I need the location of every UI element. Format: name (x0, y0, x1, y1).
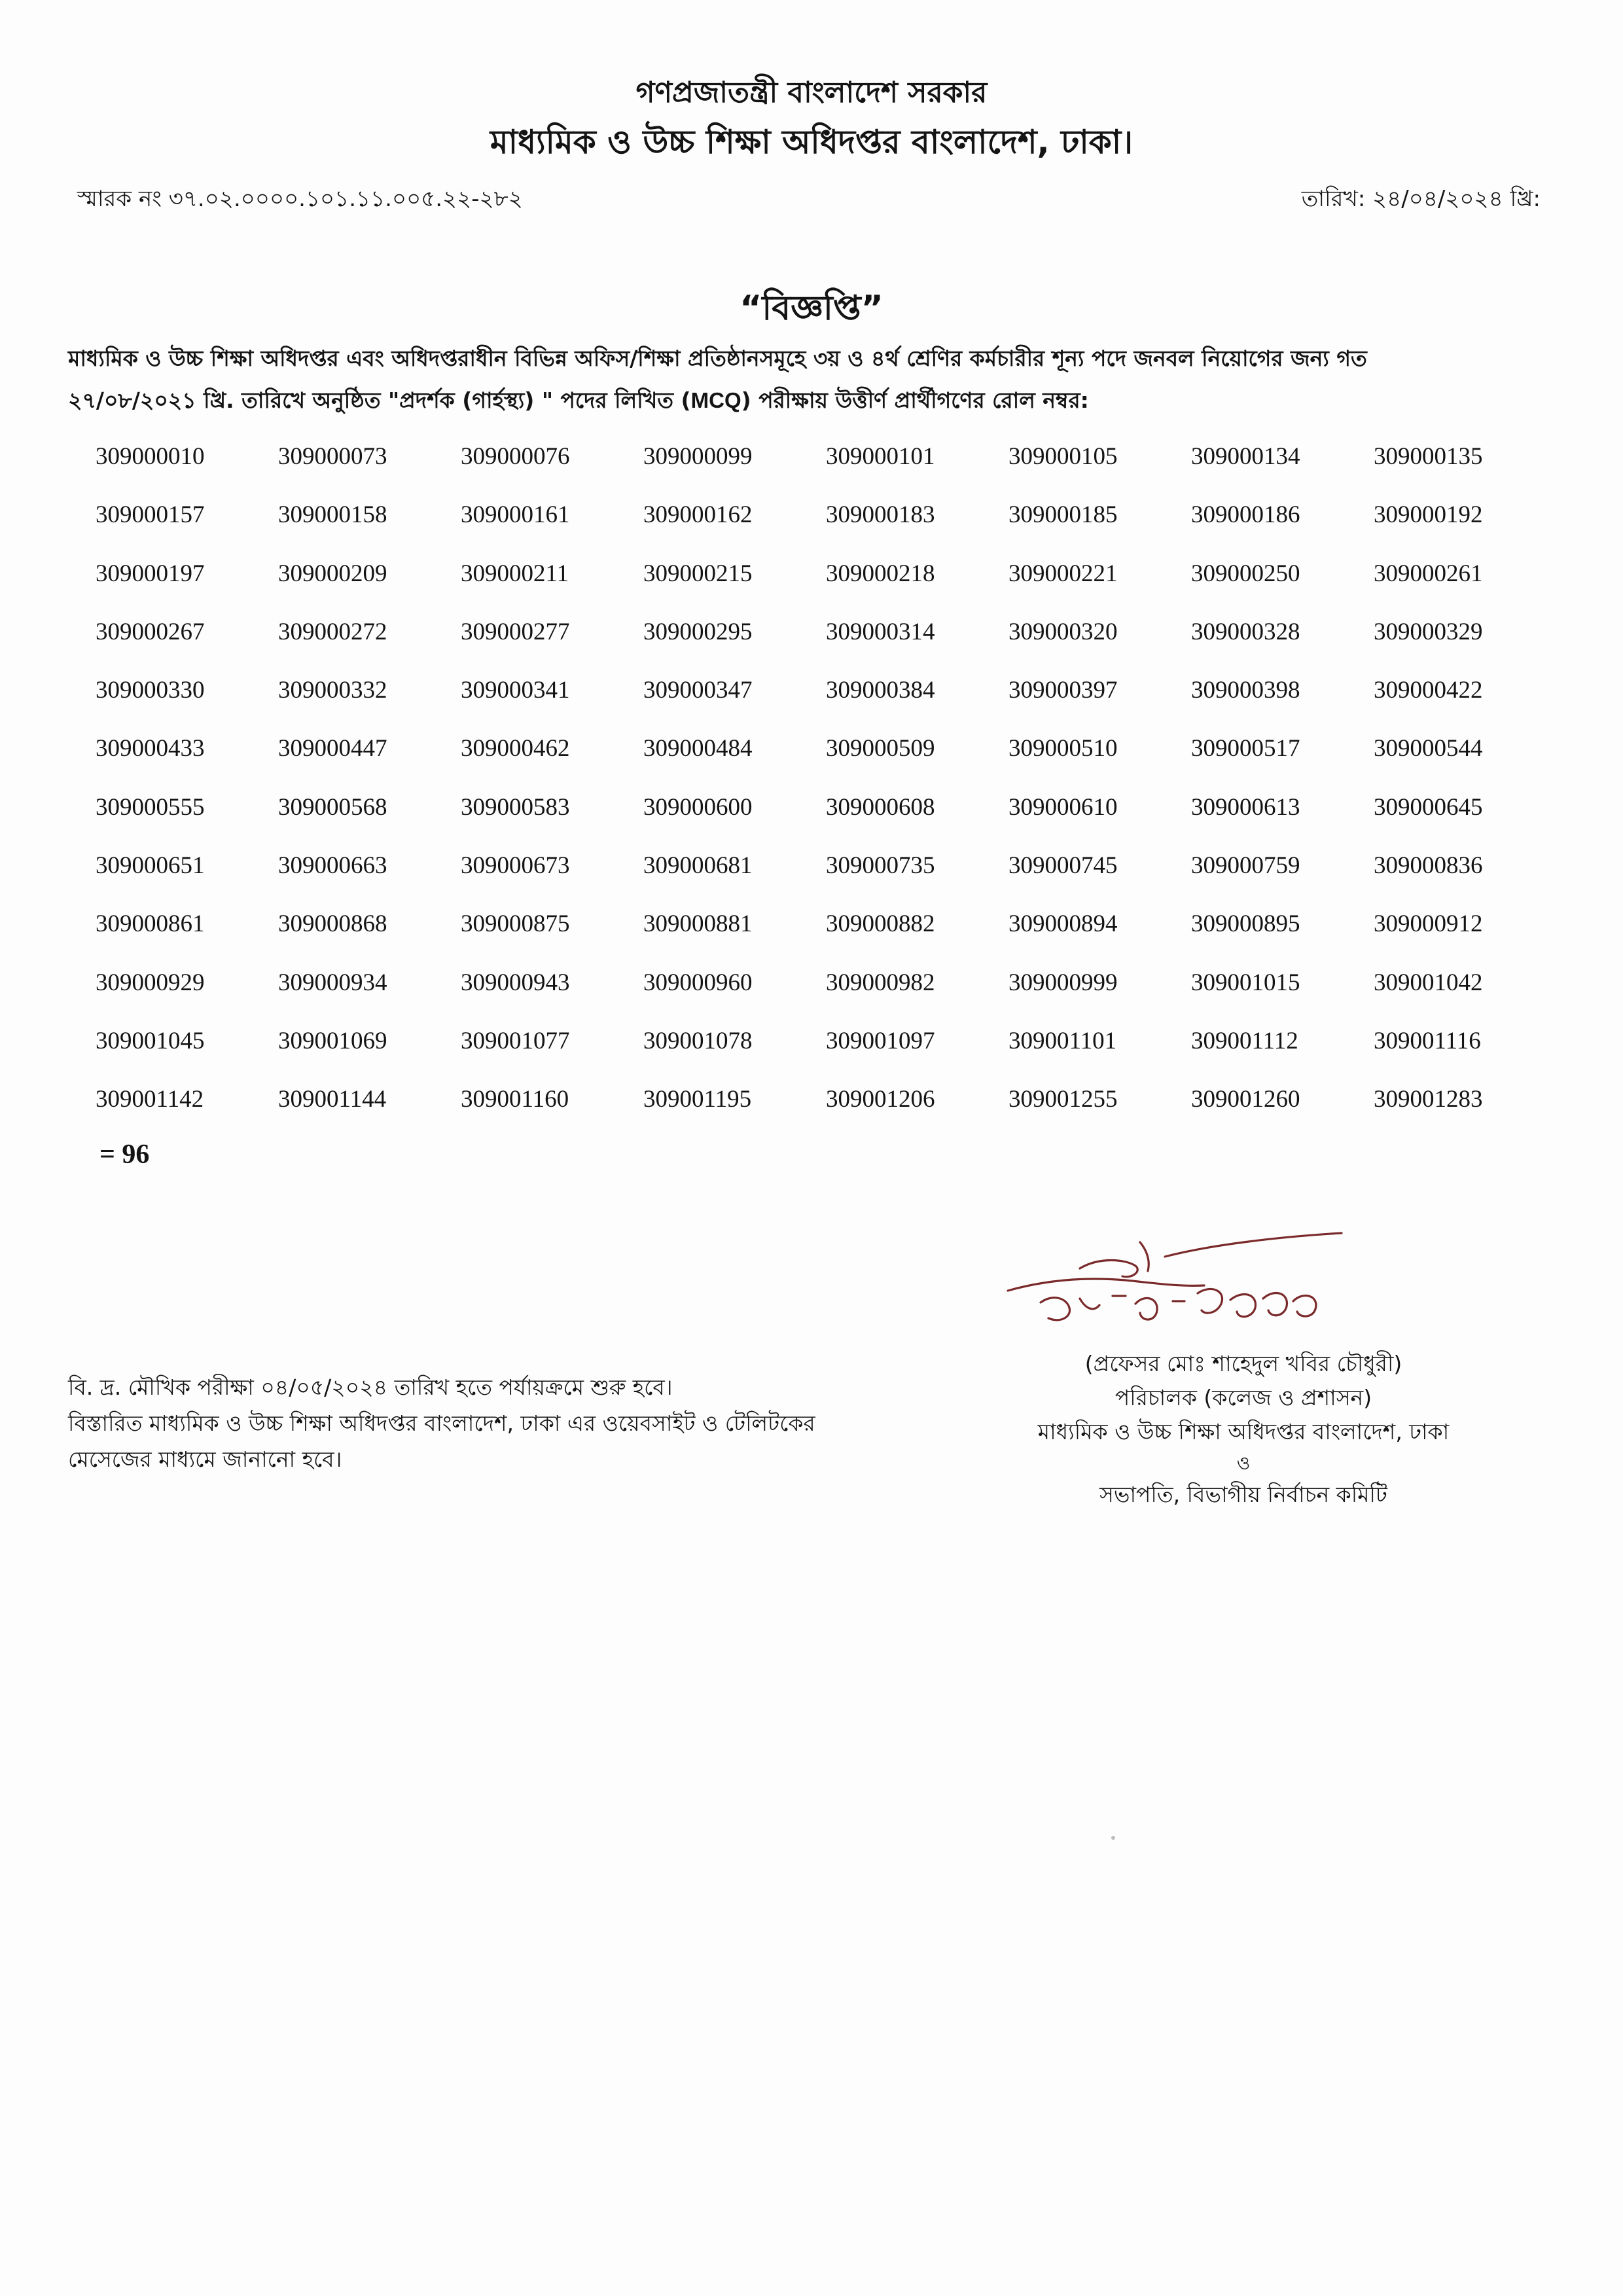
roll-number: 309001101 (1008, 1027, 1117, 1054)
roll-number: 309000673 (461, 852, 570, 880)
roll-number: 309000934 (278, 969, 387, 996)
memo-reference: স্মারক নং ৩৭.০২.০০০০.১০১.১১.০০৫.২২-২৮২ (77, 186, 523, 212)
roll-number: 309000250 (1191, 560, 1300, 587)
roll-number: 309000384 (826, 677, 935, 704)
roll-number: 309001097 (826, 1027, 935, 1054)
directorate-header: মাধ্যমিক ও উচ্চ শিক্ষা অধিদপ্তর বাংলাদেশ, ঢাকা। (490, 123, 1133, 161)
roll-number: 309000875 (461, 910, 570, 938)
roll-number: 309000134 (1191, 443, 1300, 470)
roll-number: 309000895 (1191, 910, 1300, 938)
roll-number: 309000186 (1191, 501, 1300, 529)
footnote-line-1: বি. দ্র. মৌখিক পরীক্ষা ০৪/০৫/২০২৪ তারিখ হতে পর্যায়ক্রমে শুরু হবে। (68, 1374, 673, 1400)
roll-number: 309000330 (96, 677, 205, 704)
roll-number: 309000735 (826, 852, 935, 880)
roll-number: 309000600 (643, 793, 753, 821)
roll-number: 309000010 (96, 443, 205, 470)
handwritten-signature (1001, 1230, 1368, 1335)
roll-number: 309000555 (96, 793, 205, 821)
roll-number: 309000277 (461, 618, 570, 645)
roll-number: 309000510 (1008, 735, 1118, 762)
roll-number: 309000836 (1374, 852, 1483, 880)
roll-number: 309000105 (1008, 443, 1118, 470)
roll-number: 309000101 (826, 443, 935, 470)
roll-number: 309000484 (643, 735, 753, 762)
roll-number: 309000221 (1008, 560, 1118, 587)
footnote (68, 1369, 958, 1477)
roll-number: 309000651 (96, 852, 205, 880)
roll-number: 309000397 (1008, 677, 1118, 704)
roll-number: 309000610 (1008, 793, 1118, 821)
roll-number: 309000929 (96, 969, 205, 996)
total-count: = 96 (99, 1139, 150, 1170)
roll-number: 309000745 (1008, 852, 1118, 880)
roll-number: 309001042 (1374, 969, 1483, 996)
roll-number: 309000183 (826, 501, 935, 529)
roll-number: 309000517 (1191, 735, 1300, 762)
roll-number: 309001078 (643, 1027, 753, 1054)
notice-body (68, 338, 1555, 422)
roll-number: 309001260 (1191, 1086, 1300, 1113)
roll-number: 309000881 (643, 910, 753, 938)
roll-number: 309001142 (96, 1086, 204, 1113)
roll-number: 309001069 (278, 1027, 387, 1054)
roll-number: 309000099 (643, 443, 753, 470)
roll-number: 309000608 (826, 793, 935, 821)
roll-number: 309000759 (1191, 852, 1300, 880)
roll-number: 309000135 (1374, 443, 1483, 470)
roll-number: 309001116 (1374, 1027, 1481, 1054)
roll-number: 309000192 (1374, 501, 1483, 529)
roll-number: 309000861 (96, 910, 205, 938)
roll-number: 309000398 (1191, 677, 1300, 704)
roll-number: 309001255 (1008, 1086, 1118, 1113)
govt-header: গণপ্রজাতন্ত্রী বাংলাদেশ সরকার (635, 76, 988, 109)
roll-number: 309001077 (461, 1027, 570, 1054)
roll-number: 309000158 (278, 501, 387, 529)
roll-number: 309000568 (278, 793, 387, 821)
roll-number: 309000509 (826, 735, 935, 762)
roll-number: 309000433 (96, 735, 205, 762)
roll-number: 309000645 (1374, 793, 1483, 821)
roll-number: 309001144 (278, 1086, 387, 1113)
roll-number: 309000681 (643, 852, 753, 880)
roll-number: 309001206 (826, 1086, 935, 1113)
notice-title: “বিজ্ঞপ্তি” (740, 289, 883, 328)
roll-number: 309001195 (643, 1086, 752, 1113)
signatory-conjunction: ও (1236, 1452, 1251, 1474)
roll-number-grid (96, 437, 1561, 1139)
notice-body-line-2b: ) পরীক্ষায় উত্তীর্ণ প্রার্থীগণের রোল নম্বর: (741, 387, 1089, 413)
roll-number: 309000943 (461, 969, 570, 996)
roll-number: 309000161 (461, 501, 570, 529)
roll-number: 309001015 (1191, 969, 1300, 996)
roll-number: 309000157 (96, 501, 205, 529)
roll-number: 309001112 (1191, 1027, 1298, 1054)
roll-number: 309000894 (1008, 910, 1118, 938)
roll-number: 309000218 (826, 560, 935, 587)
signatory-designation: পরিচালক (কলেজ ও প্রশাসন) (1115, 1385, 1372, 1410)
roll-number: 309000462 (461, 735, 570, 762)
roll-number: 309000076 (461, 443, 570, 470)
roll-number: 309000329 (1374, 618, 1483, 645)
signatory-office: মাধ্যমিক ও উচ্চ শিক্ষা অধিদপ্তর বাংলাদেশ, ঢাকা (1037, 1419, 1450, 1444)
roll-number: 309001160 (461, 1086, 569, 1113)
roll-number: 309000295 (643, 618, 753, 645)
roll-number: 309000982 (826, 969, 935, 996)
signatory-role: সভাপতি, বিভাগীয় নির্বাচন কমিটি (1099, 1482, 1387, 1507)
roll-number: 309000882 (826, 910, 935, 938)
roll-number: 309000868 (278, 910, 387, 938)
roll-number: 309000341 (461, 677, 570, 704)
roll-number: 309000197 (96, 560, 205, 587)
roll-number: 309000272 (278, 618, 387, 645)
roll-number: 309000544 (1374, 735, 1483, 762)
roll-number: 309001045 (96, 1027, 205, 1054)
roll-number: 309001283 (1374, 1086, 1483, 1113)
roll-number: 309000215 (643, 560, 753, 587)
footnote-line-3: মেসেজের মাধ্যমে জানানো হবে। (68, 1446, 342, 1472)
roll-number: 309000999 (1008, 969, 1118, 996)
roll-number: 309000267 (96, 618, 205, 645)
roll-number: 309000211 (461, 560, 569, 587)
roll-number: 309000960 (643, 969, 753, 996)
roll-number: 309000185 (1008, 501, 1118, 529)
notice-body-line-1: মাধ্যমিক ও উচ্চ শিক্ষা অধিদপ্তর এবং অধিদপ্তরাধীন বিভিন্ন অফিস/শিক্ষা প্রতিষ্ঠানসমূহে ৩য় ও ৪র্থ শ্রেণির কর্মচারীর শূন্য পদে জনবল নিয়োগের জন্য গত (68, 346, 1367, 371)
signatory-name: (প্রফেসর মোঃ শাহেদুল খবির চৌধুরী) (1084, 1351, 1402, 1376)
roll-number: 309000328 (1191, 618, 1300, 645)
scan-speck (1111, 1836, 1115, 1840)
roll-number: 309000332 (278, 677, 387, 704)
roll-number: 309000314 (826, 618, 935, 645)
roll-number: 309000447 (278, 735, 387, 762)
roll-number: 309000422 (1374, 677, 1483, 704)
notice-body-line-2 (68, 380, 1555, 422)
roll-number: 309000073 (278, 443, 387, 470)
roll-number: 309000209 (278, 560, 387, 587)
roll-number: 309000912 (1374, 910, 1483, 938)
roll-number: 309000663 (278, 852, 387, 880)
roll-number: 309000583 (461, 793, 570, 821)
notice-body-line-2a: ২৭/০৮/২০২১ খ্রি. তারিখে অনুষ্ঠিত "প্রদর্শক (গার্হস্থ্য) " পদের লিখিত ( (68, 387, 691, 413)
mcq-label: MCQ (690, 388, 741, 412)
roll-number: 309000261 (1374, 560, 1483, 587)
signatory-block (916, 1347, 1571, 1512)
roll-number: 309000320 (1008, 618, 1118, 645)
roll-number: 309000162 (643, 501, 753, 529)
footnote-line-2: বিস্তারিত মাধ্যমিক ও উচ্চ শিক্ষা অধিদপ্তর বাংলাদেশ, ঢাকা এর ওয়েবসাইট ও টেলিটকের (68, 1410, 815, 1436)
roll-number: 309000347 (643, 677, 753, 704)
memo-date: তারিখ: ২৪/০৪/২০২৪ খ্রি: (1301, 186, 1541, 212)
roll-number: 309000613 (1191, 793, 1300, 821)
